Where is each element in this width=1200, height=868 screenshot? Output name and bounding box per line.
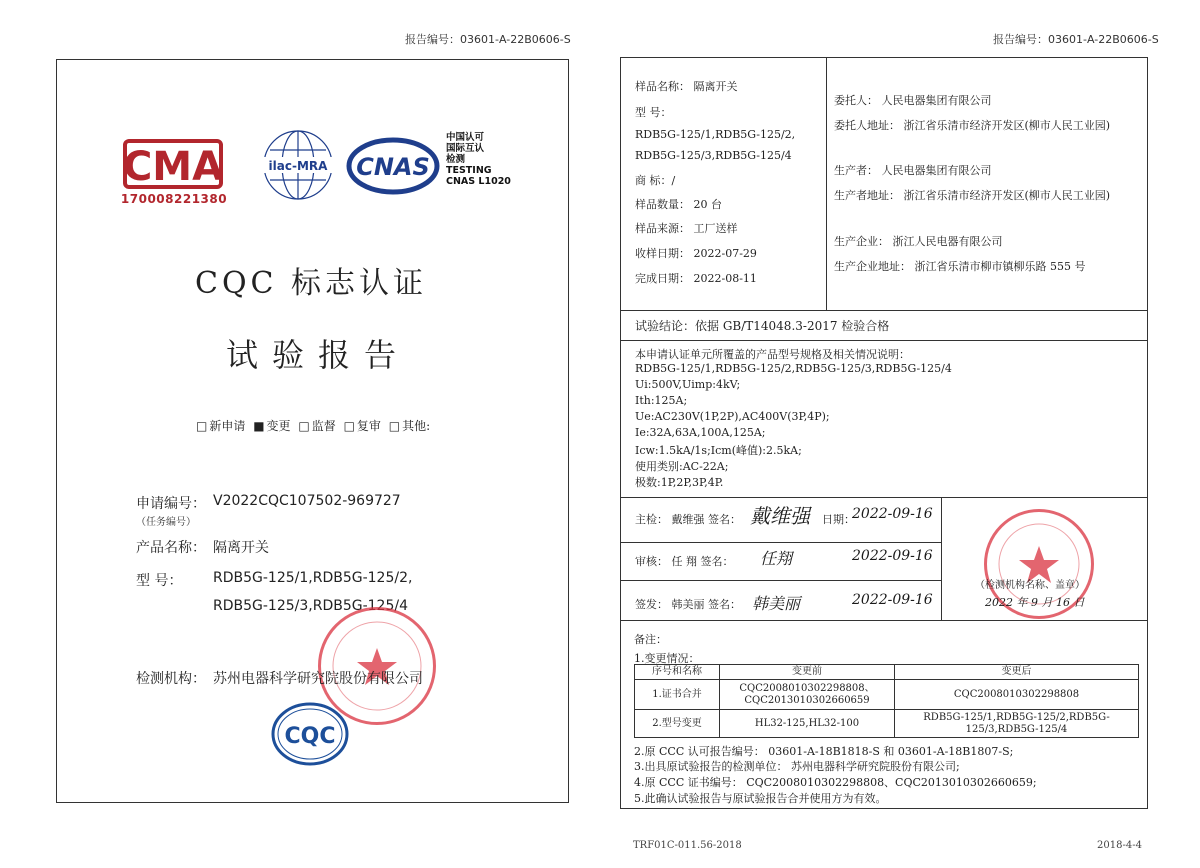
table-cell: CQC2008010302298808、 CQC2013010302660659	[720, 680, 895, 710]
sample-quantity: 样品数量： 20 台	[635, 198, 722, 211]
sample-completed-date: 完成日期： 2022-08-11	[635, 272, 757, 285]
table-cell: RDB5G-125/1,RDB5G-125/2,RDB5G-125/3,RDB5G-125/4	[895, 710, 1139, 738]
table-header: 变更后	[895, 665, 1139, 680]
table-header: 变更前	[720, 665, 895, 680]
cqc-logo	[270, 701, 350, 767]
cma-logo-text: CMA	[123, 144, 223, 190]
application-type-checkboxes	[196, 417, 434, 434]
table-cell: CQC2008010302298808	[895, 680, 1139, 710]
cqc-logo-text: CQC	[284, 724, 336, 749]
table-cell: 1.证书合并	[635, 680, 720, 710]
stamp-caption: （检测机构名称、盖章）	[975, 580, 1085, 591]
spec-line: Ue:AC230V(1P,2P),AC400V(3P,4P);	[635, 410, 830, 423]
cnas-logo	[346, 137, 440, 195]
spec-line: Ui:500V,Uimp:4kV;	[635, 378, 741, 391]
application-no-value: V2022CQC107502-969727	[213, 493, 401, 509]
checkbox-change[interactable]: ■ 变更	[253, 419, 291, 433]
table-row	[635, 710, 1139, 738]
model-label: 型 号：	[136, 573, 183, 589]
sample-trademark: 商 标：/	[635, 174, 676, 187]
model-value-line2: RDB5G-125/3,RDB5G-125/4	[213, 598, 408, 614]
spec-line: Ith:125A;	[635, 394, 688, 407]
sample-received-date: 收样日期： 2022-07-29	[635, 247, 757, 260]
table-header: 序号和名称	[635, 665, 720, 680]
client-address: 委托人地址： 浙江省乐清市经济开发区(柳市人民工业园)	[834, 119, 1111, 132]
table-header-row	[635, 665, 1139, 680]
sample-model-line1: RDB5G-125/1,RDB5G-125/2,	[635, 128, 796, 141]
manufacturer-address: 生产者地址： 浙江省乐清市经济开发区(柳市人民工业园)	[834, 189, 1111, 202]
sample-model-line2: RDB5G-125/3,RDB5G-125/4	[635, 149, 792, 162]
manufacturer: 生产者： 人民电器集团有限公司	[834, 164, 992, 177]
inspector-date: 2022-09-16	[852, 506, 933, 522]
cnas-caption: 中国认可 国际互认 检测 TESTING CNAS L1020	[446, 132, 511, 187]
note-line: 4.原 CCC 证书编号： CQC2008010302298808、CQC2013010302660659;	[634, 776, 1037, 789]
reviewer-label: 审核： 任 翔 签名：	[635, 555, 734, 568]
table-cell: 2.型号变更	[635, 710, 720, 738]
note-line: 2.原 CCC 认可报告编号： 03601-A-18B1818-S 和 03601-A-18B1807-S;	[634, 745, 1014, 758]
sample-source: 样品来源： 工厂送样	[635, 222, 738, 235]
stamp-date: 2022 年 9 月 16 日	[985, 596, 1085, 609]
factory-address: 生产企业地址： 浙江省乐清市柳市镇柳乐路 555 号	[834, 260, 1086, 273]
checkbox-supervision[interactable]: □ 监督	[298, 419, 336, 433]
footer-form-code: TRF01C-011.56-2018	[633, 840, 742, 851]
spec-line: 本申请认证单元所覆盖的产品型号规格及相关情况说明：	[635, 348, 910, 361]
cma-logo	[123, 137, 223, 191]
checkbox-review[interactable]: □ 复审	[343, 419, 381, 433]
cma-number: 170008221380	[120, 192, 228, 206]
factory: 生产企业： 浙江人民电器有限公司	[834, 235, 1003, 248]
product-name-label: 产品名称：	[136, 540, 206, 556]
spec-line: RDB5G-125/1,RDB5G-125/2,RDB5G-125/3,RDB5G-125/4	[635, 362, 952, 375]
ilac-mra-logo	[260, 128, 336, 202]
remarks-label: 备注：	[634, 633, 667, 646]
sample-model-label: 型 号：	[635, 106, 672, 119]
change-title: 1.变更情况：	[634, 652, 700, 665]
application-no-sublabel: （任务编号）	[136, 517, 196, 528]
application-no-label: 申请编号：	[136, 496, 206, 512]
spec-line: Ie:32A,63A,100A,125A;	[635, 426, 766, 439]
reviewer-date: 2022-09-16	[852, 548, 933, 564]
spec-line: 使用类别:AC-22A;	[635, 460, 729, 473]
note-line: 5.此确认试验报告与原试验报告合并使用方为有效。	[634, 792, 887, 805]
spec-line: Icw:1.5kA/1s;Icm(峰值):2.5kA;	[635, 444, 802, 457]
checkbox-other[interactable]: □ 其他:	[388, 419, 431, 433]
approver-date: 2022-09-16	[852, 592, 933, 608]
lab-label: 检测机构：	[136, 671, 206, 687]
cnas-logo-text: CNAS	[356, 153, 430, 181]
change-table	[634, 664, 1139, 738]
table-cell: HL32-125,HL32-100	[720, 710, 895, 738]
product-name-value: 隔离开关	[213, 540, 269, 556]
report-title: CQC 标志认证	[195, 266, 428, 301]
table-row	[635, 680, 1139, 710]
report-number-right: 报告编号：03601-A-22B0606-S	[993, 33, 1159, 46]
test-conclusion: 试验结论：依据 GB/T14048.3-2017 检验合格	[635, 319, 890, 333]
note-line: 3.出具原试验报告的检测单位： 苏州电器科学研究院股份有限公司;	[634, 760, 960, 773]
spec-line: 极数:1P,2P,3P,4P.	[635, 476, 724, 489]
client: 委托人： 人民电器集团有限公司	[834, 94, 992, 107]
checkbox-new[interactable]: □ 新申请	[196, 419, 246, 433]
inspector-label: 主检： 戴维强 签名：	[635, 513, 741, 526]
footer-date: 2018-4-4	[1097, 840, 1142, 851]
inspector-signature: 戴维强	[750, 504, 810, 528]
ilac-mra-logo-text: ilac-MRA	[268, 159, 328, 173]
sample-name: 样品名称： 隔离开关	[635, 80, 738, 93]
lab-name: 苏州电器科学研究院股份有限公司	[213, 671, 423, 687]
reviewer-signature: 任翔	[760, 549, 793, 568]
approver-label: 签发： 韩美丽 签名：	[635, 598, 741, 611]
inspector-date-label: 日期：	[822, 513, 855, 526]
report-number-left: 报告编号：03601-A-22B0606-S	[405, 33, 571, 46]
model-value-line1: RDB5G-125/1,RDB5G-125/2,	[213, 570, 413, 586]
approver-signature: 韩美丽	[752, 594, 801, 613]
report-subtitle: 试验报告	[226, 336, 411, 374]
